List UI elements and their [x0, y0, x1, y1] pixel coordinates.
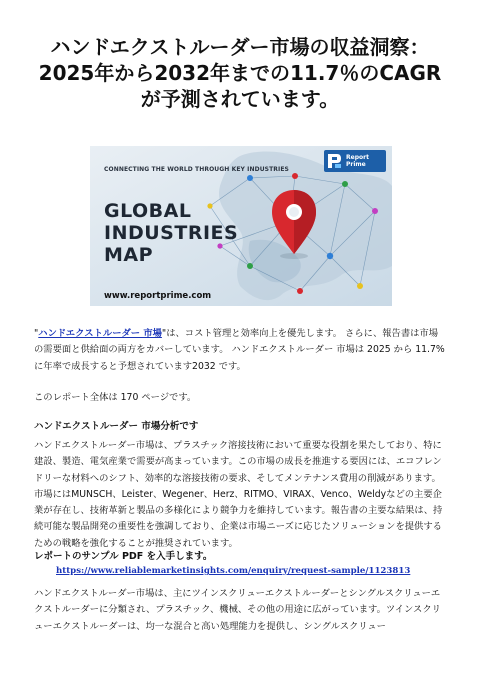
page-title: ハンドエクストルーダー市場の収益洞察：2025年から2032年までの11.7％のCAGRが予測されています。 — [38, 35, 442, 111]
banner-headline-3: MAP — [104, 244, 154, 266]
logo-line-2: Prime — [346, 161, 366, 168]
pages-note: このレポート全体は 170 ページです。 — [34, 392, 197, 403]
banner-headline-1: GLOBAL — [104, 200, 192, 222]
intro-paragraph — [34, 326, 446, 375]
sample-request-link[interactable]: https://www.reliablemarketinsights.com/enquiry/request-sample/1123813 — [56, 566, 411, 576]
market-link[interactable]: ハンドエクストルーダー 市場 — [38, 328, 162, 339]
banner-headline-2: INDUSTRIES — [104, 222, 239, 244]
intro-text: "は、コスト管理と効率向上を優先します。 さらに、報告書は市場の需要面と供給面の両方をカバーしています。 ハンドエクストルーダー 市場は 2025 から 11.7% に年率で成長すると予想されています2032 です。 — [34, 328, 445, 372]
analysis-heading: ハンドエクストルーダー 市場分析です — [34, 421, 199, 432]
segments-paragraph: ハンドエクストルーダー市場は、主にツインスクリューエクストルーダーとシングルスクリューエクストルーダーに分類され、プラスチック、機械、その他の用途に広がっています。ツインスクリューエクストルーダーは、均一な混合と高い処理能力を提供し、シングルスクリュー — [34, 588, 441, 632]
banner-url: www.reportprime.com — [104, 291, 212, 301]
report-prime-logo — [324, 150, 386, 172]
intro-quote-open: " — [34, 328, 39, 339]
banner-image — [90, 146, 392, 306]
banner-tagline: CONNECTING THE WORLD THROUGH KEY INDUSTRIES — [104, 166, 289, 173]
sample-heading: レポートのサンプル PDF を入手します。 — [34, 551, 213, 562]
logo-line-1: Report — [346, 154, 369, 161]
analysis-paragraph: ハンドエクストルーダー市場は、プラスチック溶接技術において重要な役割を果たしており、特に建設、製造、電気産業で需要が高まっています。この市場の成長を推進する要因には、エコフレンドリーな材料へのシフト、効率的な溶接技術の要求、そしてメンテナンス費用の削減があります。市場にはMUNSCH、Leister、Wegener、Herz、RITMO、VIRAX、Venco、Weldyなどの主要企業が存在し、技術革新と製品の多様化により競争力を維持しています。報告書の主要な結果は、持続可能な製品開発の重要性を強調しており、企業は市場ニーズに応じたソリューションを提供するための戦略を強化することが推奨されています。 — [34, 440, 443, 549]
report-prime-logo-icon — [328, 154, 341, 168]
